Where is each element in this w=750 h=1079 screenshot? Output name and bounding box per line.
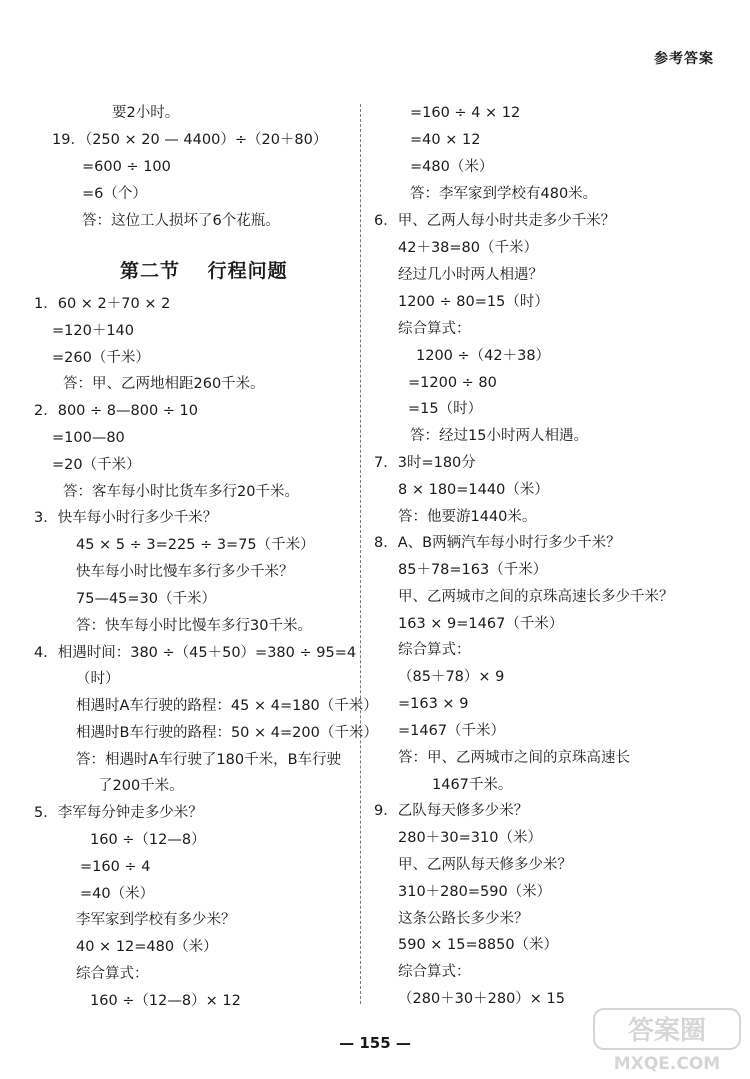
text-line: 280＋30=310（米） xyxy=(398,830,542,846)
text-line: 160 ÷（12—8）× 12 xyxy=(90,993,241,1009)
section-title: 第二节 行程问题 xyxy=(120,260,288,282)
text-line: =600 ÷ 100 xyxy=(82,159,171,175)
text-line: 这条公路长多少米？ xyxy=(398,911,529,927)
answer-line: 答：李军家到学校有480米。 xyxy=(410,186,598,202)
text-line: 相遇时B车行驶的路程：50 × 4=200（千米） xyxy=(76,725,378,741)
text-line: 要2小时。 xyxy=(112,105,180,121)
column-divider xyxy=(360,104,361,1004)
answer-line-cont: 了200千米。 xyxy=(98,778,184,794)
watermark-url: MXQE.COM xyxy=(613,1054,721,1073)
problem-7: 7．3时=180分 xyxy=(374,455,476,471)
text-line: =6（个） xyxy=(82,186,147,202)
answer-line: 答：经过15小时两人相遇。 xyxy=(410,428,588,444)
text-line: 42＋38=80（千米） xyxy=(398,240,539,256)
text-line: =120＋140 xyxy=(52,323,135,339)
text-line: 40 × 12=480（米） xyxy=(76,939,218,955)
text-line: 经过几小时两人相遇？ xyxy=(398,267,543,283)
text-line: =20（千米） xyxy=(52,457,141,473)
text-line: 李军家到学校有多少米？ xyxy=(76,912,236,928)
text-line: 综合算式： xyxy=(398,321,471,337)
problem-9: 9．乙队每天修多少米？ xyxy=(374,803,529,819)
text-line: =1200 ÷ 80 xyxy=(408,375,497,391)
page-number: — 155 — xyxy=(339,1034,411,1052)
text-line: 310＋280=590（米） xyxy=(398,884,552,900)
text-line: =260（千米） xyxy=(52,350,150,366)
text-line: =15（时） xyxy=(408,401,483,417)
problem-2: 2．800 ÷ 8—800 ÷ 10 xyxy=(34,403,198,419)
text-line: 快车每小时比慢车多行多少千米？ xyxy=(76,564,294,580)
text-line: 甲、乙两城市之间的京珠高速长多少千米？ xyxy=(398,589,674,605)
answer-line-cont: 1467千米。 xyxy=(432,777,513,793)
answer-line: 答：他要游1440米。 xyxy=(398,509,537,525)
problem-19: 19．（250 × 20 — 4400）÷（20＋80） xyxy=(52,132,328,148)
answer-line: 答：甲、乙两地相距260千米。 xyxy=(63,376,265,392)
text-line: =100—80 xyxy=(52,430,125,446)
text-line: 综合算式： xyxy=(398,642,471,658)
answer-line: 答：客车每小时比货车多行20千米。 xyxy=(63,484,299,500)
text-line: =1467（千米） xyxy=(398,723,506,739)
text-line: （时） xyxy=(76,671,120,687)
text-line: 相遇时A车行驶的路程：45 × 4=180（千米） xyxy=(76,698,378,714)
watermark-text: 答案圈 xyxy=(627,1016,707,1046)
text-line: =160 ÷ 4 × 12 xyxy=(410,105,521,121)
problem-5: 5．李军每分钟走多少米？ xyxy=(34,805,203,821)
text-line: =40（米） xyxy=(80,886,155,902)
problem-3: 3．快车每小时行多少千米？ xyxy=(34,510,218,526)
answer-line: 答：相遇时A车行驶了180千米，B车行驶 xyxy=(76,752,342,768)
answer-line: 答：快车每小时比慢车多行30千米。 xyxy=(76,618,312,634)
problem-4: 4．相遇时间：380 ÷（45＋50）=380 ÷ 95=4 xyxy=(34,645,357,661)
page-header-title: 参考答案 xyxy=(654,51,714,67)
text-line: =480（米） xyxy=(410,159,494,175)
problem-8: 8．A、B两辆汽车每小时行多少千米？ xyxy=(374,535,621,551)
answer-line: 答：甲、乙两城市之间的京珠高速长 xyxy=(398,750,630,766)
text-line: 75—45=30（千米） xyxy=(76,591,217,607)
problem-6: 6．甲、乙两人每小时共走多少千米？ xyxy=(374,213,616,229)
text-line: 综合算式： xyxy=(76,966,149,982)
text-line: 甲、乙两队每天修多少米？ xyxy=(398,857,572,873)
text-line: =163 × 9 xyxy=(398,696,469,712)
text-line: （85＋78）× 9 xyxy=(398,669,505,685)
problem-1: 1．60 × 2＋70 × 2 xyxy=(34,296,171,312)
text-line: 160 ÷（12—8） xyxy=(90,832,206,848)
text-line: 综合算式： xyxy=(398,964,471,980)
text-line: 1200 ÷（42＋38） xyxy=(416,348,551,364)
text-line: （280＋30＋280）× 15 xyxy=(398,991,566,1007)
text-line: =160 ÷ 4 xyxy=(80,859,151,875)
text-line: 1200 ÷ 80=15（时） xyxy=(398,294,549,310)
text-line: =40 × 12 xyxy=(410,132,481,148)
text-line: 8 × 180=1440（米） xyxy=(398,482,549,498)
text-line: 45 × 5 ÷ 3=225 ÷ 3=75（千米） xyxy=(76,537,315,553)
text-line: 163 × 9=1467（千米） xyxy=(398,616,564,632)
answer-line: 答：这位工人损坏了6个花瓶。 xyxy=(82,213,280,229)
text-line: 590 × 15=8850（米） xyxy=(398,937,559,953)
watermark-logo xyxy=(592,1007,742,1073)
text-line: 85＋78=163（千米） xyxy=(398,562,548,578)
